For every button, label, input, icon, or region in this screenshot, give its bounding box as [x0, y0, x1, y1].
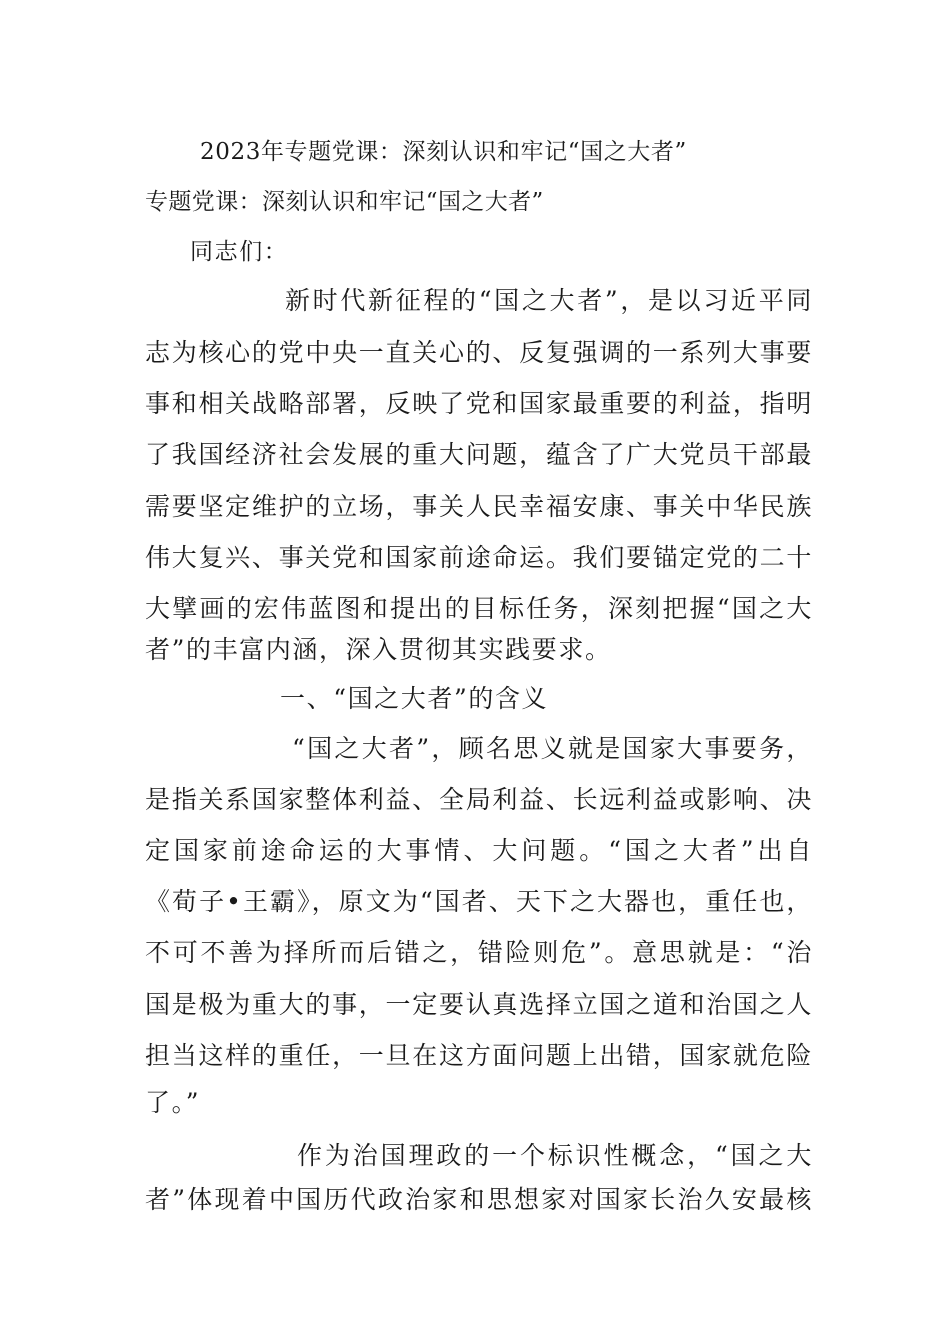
paragraph-line: 事和相关战略部署，反映了党和国家最重要的利益，指明	[145, 389, 813, 418]
paragraph-line: 伟大复兴、事关党和国家前途命运。我们要锚定党的二十	[145, 543, 813, 572]
salutation: 同志们：	[190, 239, 289, 265]
paragraph-line: 需要坚定维护的立场，事关人民幸福安康、事关中华民族	[145, 492, 813, 521]
paragraph-line: “国之大者”，顾名思义就是国家大事要务，	[292, 734, 813, 763]
paragraph-line: 新时代新征程的“国之大者”，是以习近平同	[285, 286, 813, 315]
section-heading: 一、“国之大者”的含义	[280, 684, 549, 713]
paragraph-line: 了。”	[145, 1088, 201, 1117]
paragraph-line: 定国家前途命运的大事情、大问题。“国之大者”出自	[145, 836, 813, 865]
document-subtitle: 专题党课：深刻认识和牢记“国之大者”	[145, 189, 544, 215]
paragraph-line: 是指关系国家整体利益、全局利益、长远利益或影响、决	[145, 785, 813, 814]
paragraph-line: 志为核心的党中央一直关心的、反复强调的一系列大事要	[145, 338, 813, 367]
paragraph-line: 不可不善为择所而后错之，错险则危”。意思就是：“治	[145, 938, 813, 967]
paragraph-line: 了我国经济社会发展的重大问题，蕴含了广大党员干部最	[145, 440, 813, 469]
document-title: 2023年专题党课：深刻认识和牢记“国之大者”	[200, 139, 687, 165]
paragraph-line: 国是极为重大的事，一定要认真选择立国之道和治国之人	[145, 990, 813, 1019]
paragraph-line: 者”的丰富内涵，深入贯彻其实践要求。	[145, 635, 612, 664]
paragraph-line: 大擘画的宏伟蓝图和提出的目标任务，深刻把握“国之大	[145, 594, 813, 623]
paragraph-line: 者”体现着中国历代政治家和思想家对国家长治久安最核	[145, 1185, 813, 1214]
paragraph-line: 担当这样的重任，一旦在这方面问题上出错，国家就危险	[145, 1041, 813, 1070]
paragraph-line: 《荀子•王霸》，原文为“国者、天下之大器也，重任也，	[145, 887, 813, 916]
paragraph-line: 作为治国理政的一个标识性概念，“国之大	[297, 1141, 813, 1170]
